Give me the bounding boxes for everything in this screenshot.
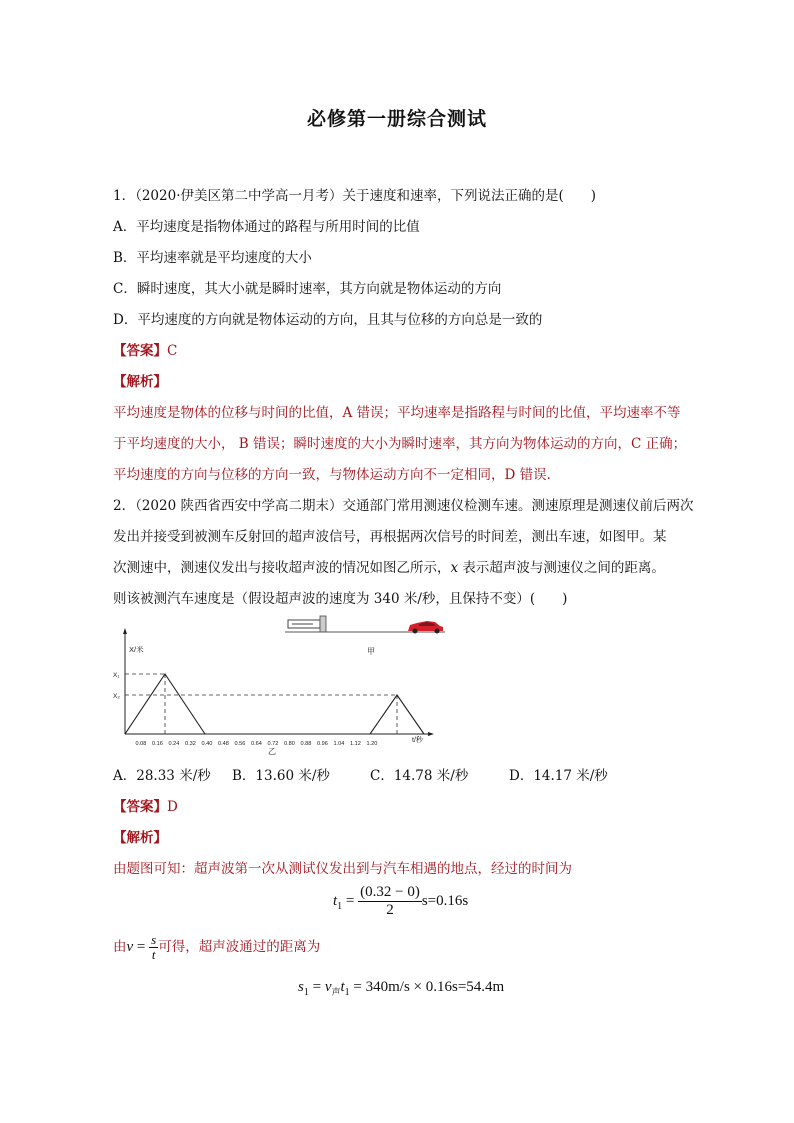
answer-value: D (167, 799, 178, 815)
label-jia: 甲 (367, 647, 375, 656)
q2-stem-line: 2．（2020 陕西省西安中学高二期末）交通部门常用测速仪检测车速。测速原理是测速仪前后两次 (113, 498, 694, 514)
eq-rhs: s=0.16s (421, 893, 469, 909)
q1-answer (113, 342, 177, 360)
y-tick-x1: X₁ (113, 672, 120, 679)
eq-sign: = (342, 893, 359, 909)
q1-analysis-line: 于平均速度的大小， B 错误；瞬时速度的大小为瞬时速率，其方向为物体运动的方向，C 正确； (113, 436, 687, 452)
equation-t1 (333, 883, 468, 925)
q1-option-a: A．平均速度是指物体通过的路程与所用时间的比值 (113, 219, 420, 235)
q2-option-c: C．14.78 米/秒 (370, 768, 469, 784)
figure-jia (285, 616, 445, 656)
y-tick-x2: X₂ (113, 693, 120, 700)
q1-analysis-tag: 【解析】 (113, 374, 167, 390)
x-tick-label: 0.96 (317, 741, 328, 747)
x-tick-label: 1.04 (333, 741, 345, 747)
q1-analysis-line: 平均速度是物体的位移与时间的比值，A 错误；平均速率是指路程与时间的比值，平均速率不等 (113, 405, 681, 421)
q2-answer (113, 798, 178, 816)
x-axis-label: t/秒 (412, 737, 423, 744)
q2-analysis-tag: 【解析】 (113, 830, 167, 846)
q2-option-d: D．14.17 米/秒 (509, 768, 608, 784)
x-tick-label: 1.20 (366, 741, 378, 747)
q1-option-d: D．平均速度的方向就是物体运动的方向，且其与位移的方向总是一致的 (113, 312, 543, 328)
figure-yi (113, 628, 434, 756)
y-axis-label: X/米 (129, 645, 144, 654)
x-tick-label: 0.08 (135, 741, 147, 747)
x-tick-label: 0.80 (284, 741, 295, 747)
x-tick-label: 1.12 (350, 741, 361, 747)
q1-option-b: B．平均速率就是平均速度的大小 (113, 250, 312, 266)
q2-analysis-line-2: 由v = $\frac{s}{t}$ 可得，超声波通过的距离为 (113, 932, 321, 962)
x-tick-label: 0.88 (300, 741, 312, 747)
answer-tag: 【答案】 (113, 343, 167, 359)
q2-option-a: A．28.33 米/秒 (113, 768, 211, 784)
eq-sub: 1 (337, 901, 343, 912)
eq-fraction: $\frac{(0.32 - 0)}{2}$ (360, 884, 420, 919)
x-tick-label: 0.64 (251, 741, 262, 747)
page-title: 必修第一册综合测试 (306, 108, 487, 130)
q2-stem-var: x (450, 560, 459, 576)
q1-stem: 1．（2020·伊美区第二中学高一月考）关于速度和速率，下列说法正确的是( ) (113, 188, 597, 204)
x-tick-label: 0.56 (234, 741, 246, 747)
equation-s1: $s_1 = v_声t_1 = 340m/s \times 0.16s=54.4m$ (298, 979, 505, 998)
q1-option-c: C．瞬时速度，其大小就是瞬时速率，其方向就是物体运动的方向 (113, 281, 502, 297)
x-tick-label: 0.16 (152, 741, 163, 747)
q2-analysis-line: 由题图可知：超声波第一次从测试仪发出到与汽车相遇的地点，经过的时间为 (113, 861, 572, 877)
x-tick-label: 0.72 (267, 741, 279, 747)
x-tick-label: 0.40 (201, 741, 213, 747)
q1-analysis-line: 平均速度的方向与位移的方向一致，与物体运动方向不一定相同，D 错误． (113, 467, 561, 483)
eq-fraction-st: $\frac{s}{t}$ (151, 932, 157, 962)
label-yi: 乙 (268, 747, 276, 756)
answer-value: C (167, 343, 178, 359)
detector-pole-icon (320, 616, 326, 632)
x-tick-label: 0.48 (218, 741, 229, 747)
q2-stem-text: 次测速中，测速仪发出与接收超声波的情况如图乙所示， (113, 560, 451, 576)
x-tick-label: 0.32 (185, 741, 196, 747)
answer-tag: 【答案】 (113, 799, 167, 815)
x-ticks (136, 741, 378, 747)
eq-var-v: v (126, 939, 134, 955)
q2-stem-line: 发出并接受到被测车反射回的超声波信号，再根据两次信号的时间差，测出车速，如图甲。某 (113, 529, 667, 545)
x-tick-label: 0.24 (168, 741, 180, 747)
q2-stem-line: 则该被测汽车速度是（假设超声波的速度为 340 米/秒，且保持不变）( ) (113, 591, 568, 607)
q2-figure (105, 612, 445, 757)
q2-option-b: B．13.60 米/秒 (232, 768, 330, 784)
eq-var: t (333, 893, 338, 909)
q2-stem-line (113, 559, 665, 577)
signal-2-line (370, 695, 424, 734)
q2-stem-text: 表示超声波与测速仪之间的距离。 (458, 560, 665, 576)
